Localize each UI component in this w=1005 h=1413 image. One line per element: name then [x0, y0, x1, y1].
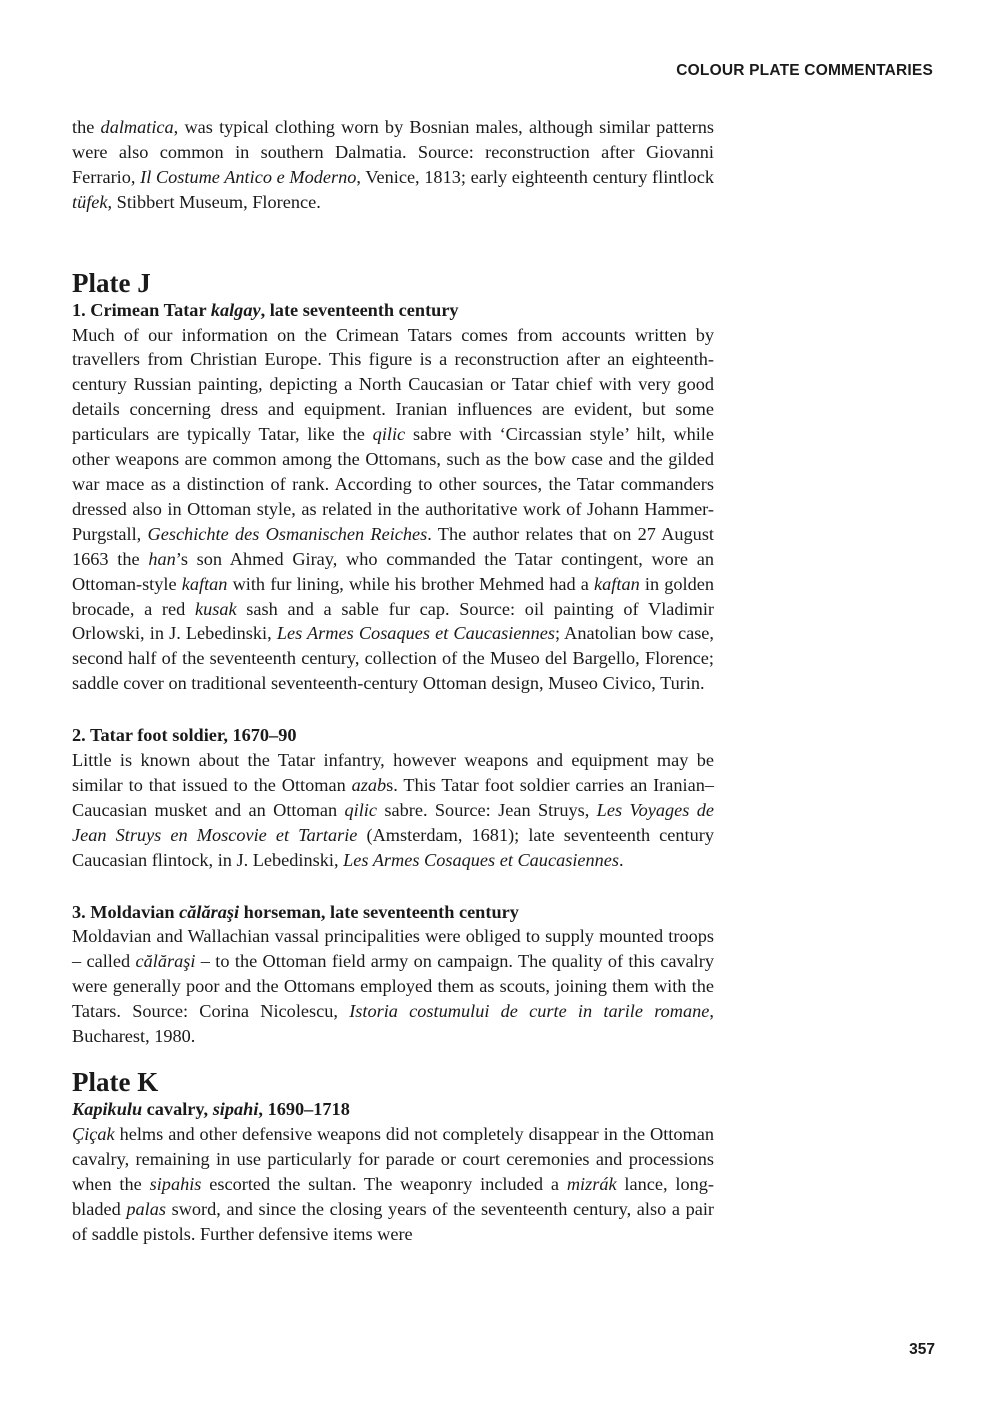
plate-j-item2-text: Little is known about the Tatar infantry, however weapons and equipment may be similar to that issued to the Ottoman azabs. This Tatar foot soldier carries an Iranian–Caucasian musket and an Ottoman qilic sabre. Source: Jean Struys, Les Voyages de Jean Struys en Moscovie et Tartarie (Amsterdam, 1681); late seventeenth century Caucasian flintock, in J. Lebedinski, Les Armes Cosaques et Caucasiennes.	[72, 750, 715, 870]
running-head: COLOUR PLATE COMMENTARIES	[676, 62, 933, 79]
plate-k-item1-text: Çiçak helms and other defensive weapons did not completely disappear in the Ottoman cavalry, remaining in use particularly for parade or court ceremonies and processions when the sipahis escorted the sultan. The weaponry included a mizrák lance, long-bladed palas sword, and since the closing years of the seventeenth century, also a pair of saddle pistols. Further defensive items were	[72, 1123, 714, 1244]
plate-k-title: Plate K	[72, 1067, 159, 1097]
plate-j-item3-heading: 3. Moldavian călăraşi horseman, late seventeenth century	[72, 901, 519, 922]
page-content	[72, 115, 714, 1246]
plate-k-item1-heading: Kapikulu cavalry, sipahi, 1690–1718	[72, 1099, 350, 1119]
plate-j-title: Plate J	[72, 267, 151, 298]
plate-j-item1-text: Much of our information on the Crimean Tatars comes from accounts written by travellers from Christian Europe. This figure is a reconstruction after an eighteenth-century Russian painting, depicting a North Caucasian or Tatar chief with very good details concerning dress and equipment. Iranian influences are evident, but some particulars are typically Tatar, like the qilic sabre with ‘Circassian style’ hilt, while other weapons are common among the Ottomans, such as the bow case and the gilded war mace as a distinction of rank. According to other sources, the Tatar commanders dressed also in Ottoman style, as related in the authoritative work of Johann Hammer-Purgstall, Geschichte des Osmanischen Reiches. The author relates that on 27 August 1663 the han’s son Ahmed Giray, who commanded the Tatar contingent, wore an Ottoman-style kaftan with fur lining, while his brother Mehmed had a kaftan in golden brocade, a red kusak sash and a sable fur cap. Source: oil painting of Vladimir Orlowski, in J. Lebedinski, Les Armes Cosaques et Caucasiennes; Anatolian bow case, second half of the seventeenth century, collection of the Museo del Bargello, Florence; saddle cover on traditional seventeenth-century Ottoman design, Museo Civico, Turin.	[72, 324, 715, 694]
page-number: 357	[909, 1341, 935, 1358]
plate-j-item3-text: Moldavian and Wallachian vassal principalities were obliged to supply mounted troops – called călăraşi – to the Ottoman field army on campaign. The quality of this cavalry were generally poor and the Ottomans employed them as scouts, joining them with the Tatars. Source: Corina Nicolescu, Istoria costumului de curte in tarile romane, Bucharest, 1980.	[72, 926, 714, 1047]
plate-j-item2-heading: 2. Tatar foot soldier, 1670–90	[72, 725, 297, 746]
plate-j-item1-heading: 1. Crimean Tatar kalgay, late seventeenth century	[72, 299, 459, 320]
intro-paragraph: the dalmatica, was typical clothing worn by Bosnian males, although similar patterns were also common in southern Dalmatia. Source: reconstruction after Giovanni Ferrario, Il Costume Antico e Moderno, Venice, 1813; early eighteenth century flintlock tüfek, Stibbert Museum, Florence.	[72, 117, 714, 212]
